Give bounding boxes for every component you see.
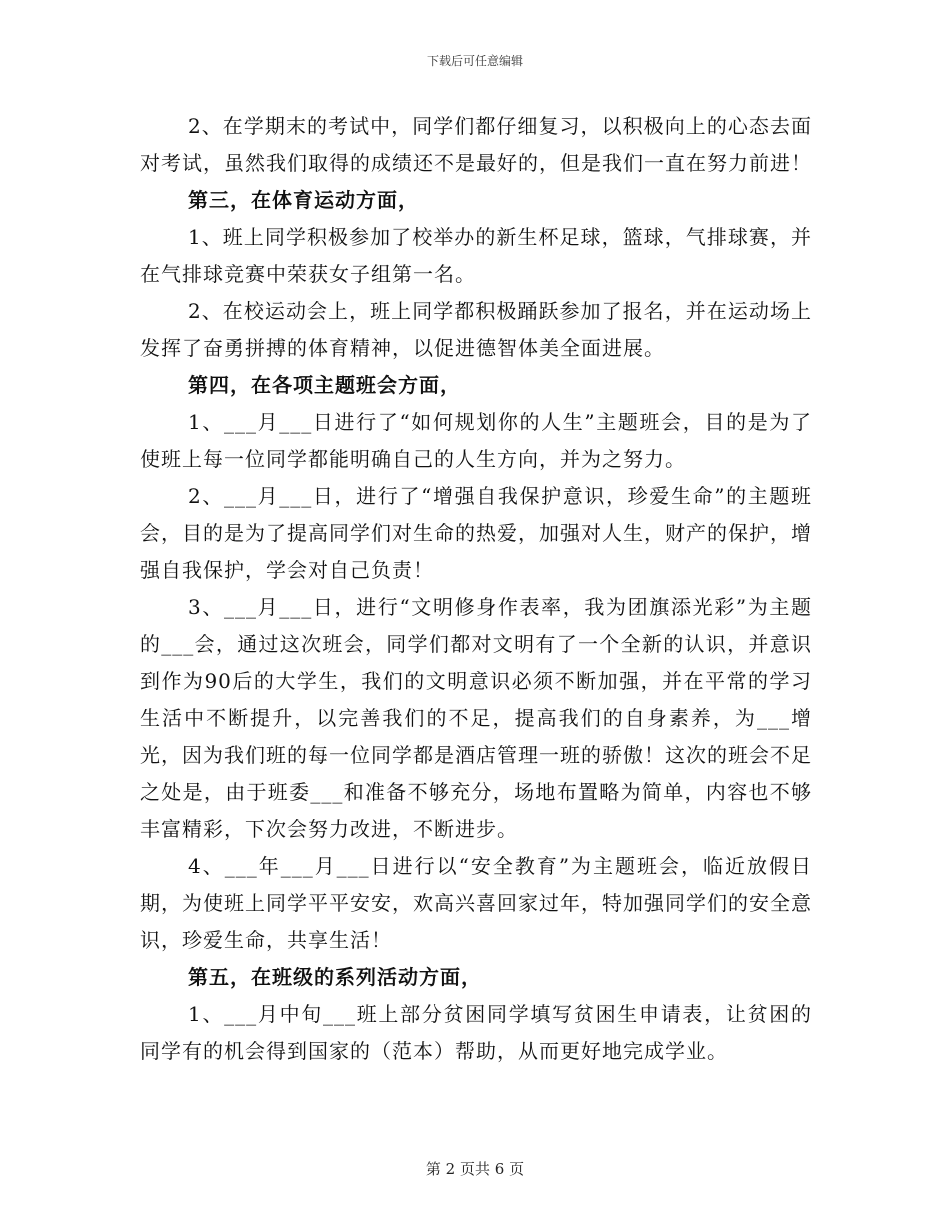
- paragraph: 1、班上同学积极参加了校举办的新生杯足球，篮球，气排球赛，并在气排球竞赛中荣获女子组第一名。: [140, 225, 812, 286]
- paragraph: 2、在学期末的考试中，同学们都仔细复习，以积极向上的心态去面对考试，虽然我们取得的成绩还不是最好的，但是我们一直在努力前进！: [140, 114, 812, 175]
- paragraph: 2、在校运动会上，班上同学都积极踊跃参加了报名，并在运动场上发挥了奋勇拼搏的体育精神，以促进德智体美全面进展。: [140, 299, 812, 360]
- paragraph: 2、___月___日，进行了“增强自我保护意识，珍爱生命”的主题班会，目的是为了提高同学们对生命的热爱，加强对人生，财产的保护，增强自我保护，学会对自己负责！: [140, 484, 812, 582]
- section-heading: 第三，在体育运动方面，: [188, 188, 419, 212]
- page-footer: 第 2 页共 6 页: [425, 1160, 525, 1178]
- paragraph: 4、___年___月___日进行以“安全教育”为主题班会，临近放假日期，为使班上同学平平安安，欢高兴喜回家过年，特加强同学们的安全意识，珍爱生命，共享生活！: [140, 854, 812, 952]
- paragraph: 1、___月___日进行了“如何规划你的人生”主题班会，目的是为了使班上每一位同学都能明确自己的人生方向，并为之努力。: [140, 410, 812, 471]
- section-heading: 第四，在各项主题班会方面，: [188, 373, 461, 397]
- paragraph: 1、___月中旬___班上部分贫困同学填写贫困生申请表，让贫困的同学有的机会得到国家的（范本）帮助，从而更好地完成学业。: [140, 1002, 812, 1063]
- paragraph: 3、___月___日，进行“文明修身作表率，我为团旗添光彩”为主题的___会，通过这次班会，同学们都对文明有了一个全新的认识，并意识到作为90后的大学生，我们的文明意识必须不断加强，并在平常的学习生活中不断提升，以完善我们的不足，提高我们的自身素养，为___增光，因为我们班的每一位同学都是酒店管理一班的骄傲！这次的班会不足之处是，由于班委___和准备不够充分，场地布置略为简单，内容也不够丰富精彩，下次会努力改进，不断进步。: [140, 595, 812, 841]
- document-body: [140, 108, 812, 1070]
- section-heading: 第五，在班级的系列活动方面，: [188, 965, 482, 989]
- page-header: 下载后可任意编辑: [426, 54, 523, 68]
